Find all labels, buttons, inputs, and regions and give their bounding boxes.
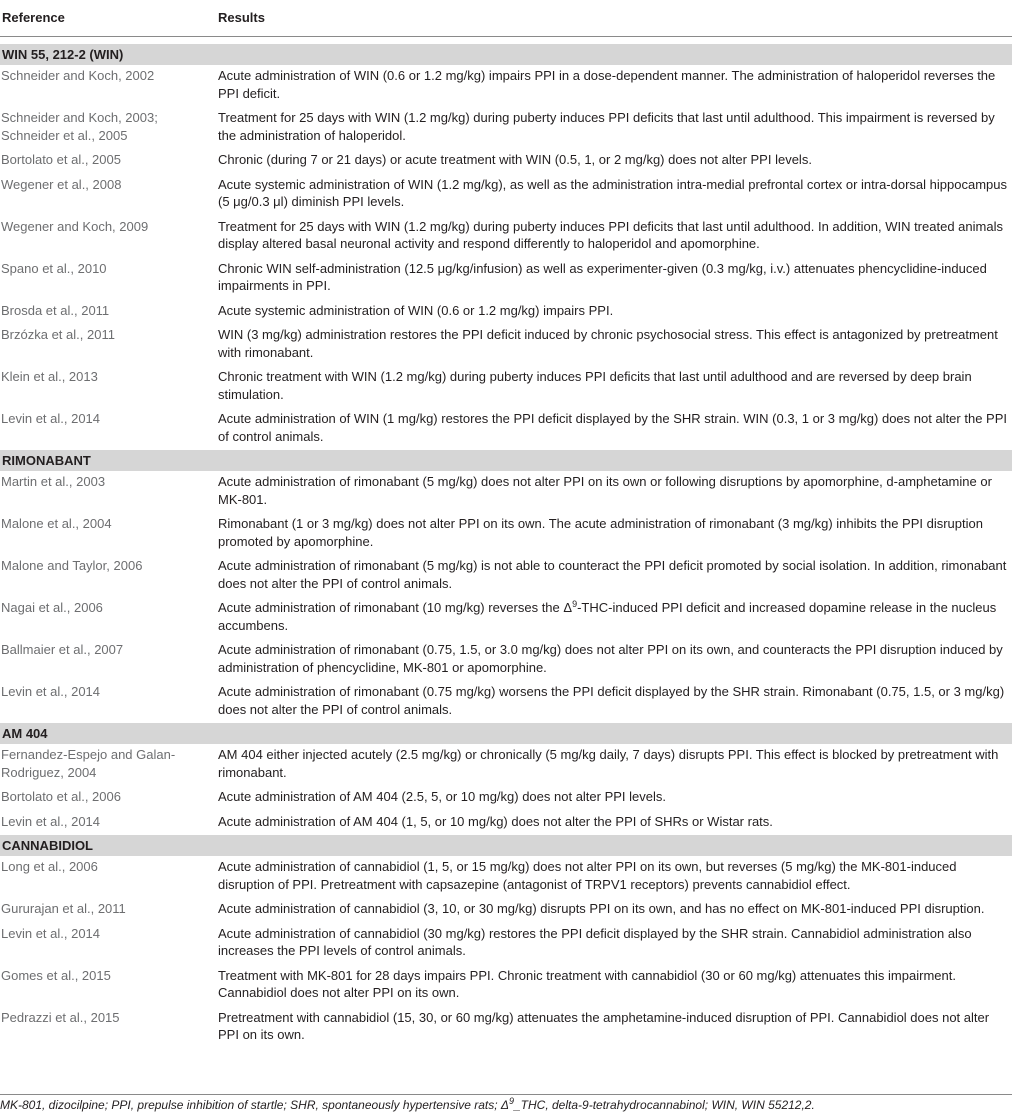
table-row <box>0 471 1012 513</box>
table-row <box>0 786 1012 811</box>
table-row <box>0 107 1012 149</box>
table-row <box>0 513 1012 555</box>
result-cell: Acute administration of rimonabant (0.75, 1.5, or 3.0 mg/kg) does not alter PPI on its own, and counteracts the PPI disruption induced by administration of phencyclidine, MK-801 or apomorphine. <box>218 642 1003 675</box>
reference-cell: Nagai et al., 2006 <box>1 600 103 615</box>
reference-cell: Brzózka et al., 2011 <box>1 327 115 342</box>
table-row <box>0 300 1012 325</box>
table-row <box>0 744 1012 786</box>
result-cell: Acute administration of WIN (1 mg/kg) restores the PPI deficit displayed by the SHR strain. WIN (0.3, 1 or 3 mg/kg) does not alter the PPI of control animals. <box>218 411 1007 444</box>
footnote-text-rest: _THC, delta-9-tetrahydrocannabinol; WIN, WIN 55212,2. <box>514 1098 815 1112</box>
table-row <box>0 408 1012 450</box>
reference-cell: Klein et al., 2013 <box>1 369 98 384</box>
result-cell: Treatment for 25 days with WIN (1.2 mg/kg) during puberty induces PPI deficits that last until adulthood. This impairment is reversed by the administration of haloperidol. <box>218 110 995 143</box>
table-row <box>0 681 1012 723</box>
reference-cell: Malone et al., 2004 <box>1 516 112 531</box>
result-text-pre: Acute administration of rimonabant (10 mg/kg) reverses the Δ <box>218 600 573 615</box>
table-row <box>0 555 1012 597</box>
reference-cell: Levin et al., 2014 <box>1 684 101 699</box>
result-text: -THC-induced PPI deficit and increased dopamine release in the nucleus accumbens. <box>218 600 997 633</box>
table-row <box>0 65 1012 107</box>
result-cell: AM 404 either injected acutely (2.5 mg/kg) or chronically (5 mg/kg daily, 7 days) disrupts PPI. This effect is blocked by pretreatment with rimonabant. <box>218 747 999 780</box>
reference-cell: Schneider and Koch, 2003; Schneider et al., 2005 <box>1 110 158 143</box>
result-cell: WIN (3 mg/kg) administration restores the PPI deficit induced by chronic psychosocial stress. This effect is antagonized by pretreatment with rimonabant. <box>218 327 998 360</box>
table-header-row <box>0 0 1012 37</box>
reference-cell: Ballmaier et al., 2007 <box>1 642 124 657</box>
reference-cell: Gururajan et al., 2011 <box>1 901 126 916</box>
result-cell <box>209 597 1012 639</box>
result-cell: Pretreatment with cannabidiol (15, 30, or 60 mg/kg) attenuates the amphetamine-induced disruption of PPI. Cannabidiol does not alter PPI on its own. <box>218 1009 990 1042</box>
reference-cell: Pedrazzi et al., 2015 <box>1 1009 120 1025</box>
result-cell: Acute systemic administration of WIN (1.2 mg/kg), as well as the administration intra-medial prefrontal cortex or intra-dorsal hippocampus (5 μg/0.3 μl) diminish PPI levels. <box>218 176 1007 209</box>
section-header-row <box>0 723 1012 744</box>
reference-cell: Schneider and Koch, 2002 <box>1 68 155 83</box>
reference-cell: Fernandez-Espejo and Galan-Rodriguez, 2004 <box>1 747 176 780</box>
result-cell: Acute administration of cannabidiol (3, 10, or 30 mg/kg) disrupts PPI on its own, and has no effect on MK-801-induced PPI disruption. <box>218 901 985 916</box>
table-row <box>0 597 1012 639</box>
section-title: AM 404 <box>0 723 1012 744</box>
reference-cell: Long et al., 2006 <box>1 859 98 874</box>
result-cell: Acute administration of AM 404 (1, 5, or 10 mg/kg) does not alter the PPI of SHRs or Wistar rats. <box>218 813 773 829</box>
reference-cell: Martin et al., 2003 <box>1 474 106 489</box>
table-row <box>0 366 1012 408</box>
reference-cell: Malone and Taylor, 2006 <box>1 558 143 573</box>
table-row <box>0 856 1012 898</box>
table-row <box>0 216 1012 258</box>
result-cell: Acute administration of cannabidiol (1, 5, or 15 mg/kg) does not alter PPI on its own, but reverses (5 mg/kg) the MK-801-induced disruption of PPI. Pretreatment with capsazepine (antagonist of TRPV1 receptors) prevents cannabidiol effect. <box>218 859 957 892</box>
section-title: CANNABIDIOL <box>0 835 1012 856</box>
table-row <box>0 898 1012 923</box>
results-column-header: Results <box>209 0 1012 37</box>
table-row <box>0 324 1012 366</box>
reference-cell: Spano et al., 2010 <box>1 260 107 276</box>
table-row <box>0 149 1012 174</box>
section-header-row <box>0 835 1012 856</box>
footnote-text-abbrev: MK-801, dizocilpine; PPI, prepulse inhibition of startle; SHR, spontaneously hypertensive rats; Δ <box>0 1098 509 1112</box>
result-cell: Acute administration of rimonabant (5 mg/kg) does not alter PPI on its own or following disruptions by apomorphine, d-amphetamine or MK-801. <box>218 474 992 507</box>
section-header-row <box>0 450 1012 471</box>
reference-cell: Wegener and Koch, 2009 <box>1 218 149 234</box>
section-title: RIMONABANT <box>0 450 1012 471</box>
result-cell: Acute administration of rimonabant (5 mg/kg) is not able to counteract the PPI deficit promoted by social isolation. In addition, rimonabant does not alter the PPI of control animals. <box>218 558 1007 591</box>
table-footnote <box>0 1094 1012 1113</box>
reference-cell: Wegener et al., 2008 <box>1 176 122 192</box>
result-cell: Acute systemic administration of WIN (0.6 or 1.2 mg/kg) impairs PPI. <box>218 302 614 318</box>
result-cell: Chronic treatment with WIN (1.2 mg/kg) during puberty induces PPI deficits that last until adulthood and are reversed by deep brain stimulation. <box>218 369 972 402</box>
table-row <box>0 811 1012 836</box>
reference-cell: Bortolato et al., 2005 <box>1 152 121 167</box>
table-row <box>0 174 1012 216</box>
result-cell: Acute administration of cannabidiol (30 mg/kg) restores the PPI deficit displayed by the SHR strain. Cannabidiol administration also increases the PPI levels of control animals. <box>218 925 972 958</box>
result-cell: Chronic WIN self-administration (12.5 μg/kg/infusion) as well as experimenter-given (0.3 mg/kg, i.v.) attenuates phencyclidine-induced impairments in PPI. <box>218 260 987 293</box>
result-cell: Chronic (during 7 or 21 days) or acute treatment with WIN (0.5, 1, or 2 mg/kg) does not alter PPI levels. <box>218 152 812 167</box>
reference-cell: Levin et al., 2014 <box>1 411 101 426</box>
result-cell: Treatment for 25 days with WIN (1.2 mg/kg) during puberty induces PPI deficits that last until adulthood. In addition, WIN treated animals display altered basal neuronal activity and respond differently to haloperidol and apomorphine. <box>218 218 1003 251</box>
table-body <box>0 44 1012 1049</box>
result-cell: Treatment with MK-801 for 28 days impairs PPI. Chronic treatment with cannabidiol (30 or 60 mg/kg) attenuates this impairment. Cannabidiol does not alter PPI on its own. <box>218 967 956 1000</box>
section-header-row <box>0 44 1012 65</box>
reference-cell: Gomes et al., 2015 <box>1 967 111 983</box>
result-cell: Acute administration of rimonabant (0.75 mg/kg) worsens the PPI deficit displayed by the SHR strain. Rimonabant (0.75, 1.5, or 3 mg/kg) does not alter the PPI of control animals. <box>218 684 1005 717</box>
result-cell: Acute administration of AM 404 (2.5, 5, or 10 mg/kg) does not alter PPI levels. <box>218 789 667 804</box>
reference-cell: Bortolato et al., 2006 <box>1 789 121 804</box>
table-row <box>0 258 1012 300</box>
reference-cell: Levin et al., 2014 <box>1 813 101 829</box>
table-row <box>0 1007 1012 1049</box>
result-cell: Rimonabant (1 or 3 mg/kg) does not alter PPI on its own. The acute administration of rimonabant (3 mg/kg) inhibits the PPI disruption promoted by apomorphine. <box>218 516 983 549</box>
section-title: WIN 55, 212-2 (WIN) <box>0 44 1012 65</box>
reference-column-header: Reference <box>0 0 209 37</box>
table-row <box>0 639 1012 681</box>
table-row <box>0 923 1012 965</box>
reference-cell: Brosda et al., 2011 <box>1 302 110 318</box>
footnote-superscript: 9 <box>508 1096 514 1106</box>
result-cell: Acute administration of WIN (0.6 or 1.2 mg/kg) impairs PPI in a dose-dependent manner. The administration of haloperidol reverses the PPI deficit. <box>218 68 996 101</box>
reference-cell: Levin et al., 2014 <box>1 925 101 941</box>
table-row <box>0 965 1012 1007</box>
result-superscript: 9 <box>572 599 578 609</box>
